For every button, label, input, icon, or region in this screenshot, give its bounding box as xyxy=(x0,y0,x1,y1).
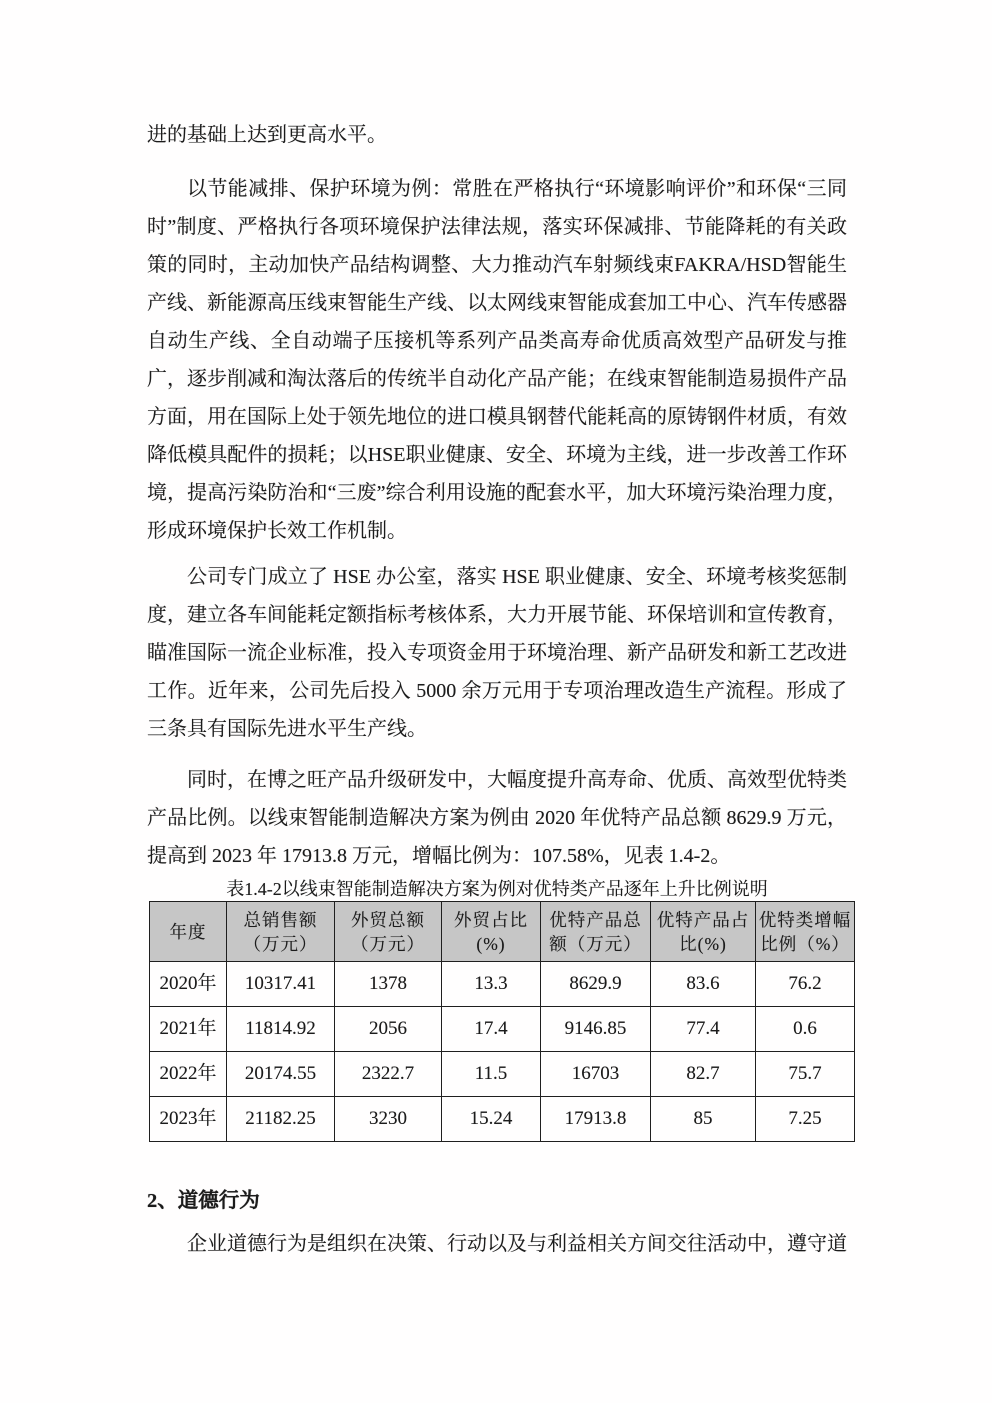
table-row-2022 xyxy=(150,1052,855,1097)
cell-foreign-trade-total: 3230 xyxy=(335,1097,442,1142)
paragraph-product-upgrade: 同时，在博之旺产品升级研发中，大幅度提升高寿命、优质、高效型优特类产品比例。以线束智能制造解决方案为例由 2020 年优特产品总额 8629.9 万元，提高到 2023 年 17913.8 万元，增幅比例为：107.58%，见表 1.4-2。 xyxy=(147,769,847,867)
cell-premium-growth: 75.7 xyxy=(756,1052,855,1097)
cell-premium-growth: 7.25 xyxy=(756,1097,855,1142)
header-line: 外贸占比 xyxy=(454,909,528,930)
cell-premium-total: 17913.8 xyxy=(541,1097,651,1142)
cell-year: 2023年 xyxy=(150,1097,227,1142)
header-line: 外贸总额 xyxy=(351,909,425,930)
paragraph-hse-office: 公司专门成立了 HSE 办公室，落实 HSE 职业健康、安全、环境考核奖惩制度，建立各车间能耗定额指标考核体系，大力开展节能、环保培训和宣传教育，瞄准国际一流企业标准，投入专项资金用于环境治理、新产品研发和新工艺改进工作。近年来，公司先后投入 5000 余万元用于专项治理改造生产流程。形成了三条具有国际先进水平生产线。 xyxy=(147,566,847,740)
cell-premium-growth: 0.6 xyxy=(756,1007,855,1052)
cell-premium-ratio: 82.7 xyxy=(651,1052,756,1097)
cell-premium-total: 16703 xyxy=(541,1052,651,1097)
header-line: (%) xyxy=(476,933,506,954)
cell-year: 2020年 xyxy=(150,962,227,1007)
table-header-row xyxy=(150,902,855,962)
header-line: 总销售额 xyxy=(243,909,318,930)
cell-premium-ratio: 77.4 xyxy=(651,1007,756,1052)
header-foreign-trade-total xyxy=(335,902,442,962)
table-caption: 表1.4-2以线束智能制造解决方案为例对优特类产品逐年上升比例说明 xyxy=(226,879,768,899)
cell-total-sales: 11814.92 xyxy=(227,1007,335,1052)
cell-year: 2021年 xyxy=(150,1007,227,1052)
header-total-sales xyxy=(227,902,335,962)
table-row-2021 xyxy=(150,1007,855,1052)
header-year xyxy=(150,902,227,962)
cell-foreign-trade-total: 2322.7 xyxy=(335,1052,442,1097)
cell-premium-total: 8629.9 xyxy=(541,962,651,1007)
table-row-2020 xyxy=(150,962,855,1007)
header-line: （万元） xyxy=(351,933,425,954)
paragraph-ethics: 企业道德行为是组织在决策、行动以及与利益相关方间交往活动中，遵守道 xyxy=(187,1233,847,1255)
cell-premium-growth: 76.2 xyxy=(756,962,855,1007)
cell-total-sales: 10317.41 xyxy=(227,962,335,1007)
header-foreign-trade-ratio xyxy=(442,902,541,962)
cell-total-sales: 20174.55 xyxy=(227,1052,335,1097)
paragraph-continuation: 进的基础上达到更高水平。 xyxy=(147,124,387,146)
cell-foreign-trade-total: 2056 xyxy=(335,1007,442,1052)
paragraph-energy-saving: 以节能减排、保护环境为例：常胜在严格执行“环境影响评价”和环保“三同时”制度、严格执行各项环境保护法律法规，落实环保减排、节能降耗的有关政策的同时，主动加快产品结构调整、大力推动汽车射频线束FAKRA/HSD智能生产线、新能源高压线束智能生产线、以太网线束智能成套加工中心、汽车传感器自动生产线、全自动端子压接机等系列产品类高寿命优质高效型产品研发与推广，逐步削减和淘汰落后的传统半自动化产品产能；在线束智能制造易损件产品方面，用在国际上处于领先地位的进口模具钢替代能耗高的原铸钢件材质，有效降低模具配件的损耗；以HSE职业健康、安全、环境为主线，进一步改善工作环境，提高污染防治和“三废”综合利用设施的配套水平，加大环境污染治理力度，形成环境保护长效工作机制。 xyxy=(147,178,847,542)
product-ratio-table xyxy=(149,901,855,1142)
header-premium-ratio xyxy=(651,902,756,962)
header-line: 优特产品占 xyxy=(656,909,750,930)
cell-foreign-trade-ratio: 11.5 xyxy=(442,1052,541,1097)
section-heading-ethics: 2、道德行为 xyxy=(147,1190,260,1212)
cell-foreign-trade-total: 1378 xyxy=(335,962,442,1007)
header-line: 优特类增幅 xyxy=(758,909,852,930)
cell-premium-ratio: 83.6 xyxy=(651,962,756,1007)
cell-premium-ratio: 85 xyxy=(651,1097,756,1142)
header-premium-total xyxy=(541,902,651,962)
cell-foreign-trade-ratio: 17.4 xyxy=(442,1007,541,1052)
header-line: 比例（%） xyxy=(760,933,850,954)
header-line: 比(%) xyxy=(679,933,727,954)
cell-foreign-trade-ratio: 15.24 xyxy=(442,1097,541,1142)
page-content xyxy=(147,116,852,1263)
cell-foreign-trade-ratio: 13.3 xyxy=(442,962,541,1007)
header-line: 年度 xyxy=(169,921,207,942)
header-line: （万元） xyxy=(243,933,318,954)
cell-premium-total: 9146.85 xyxy=(541,1007,651,1052)
cell-year: 2022年 xyxy=(150,1052,227,1097)
cell-total-sales: 21182.25 xyxy=(227,1097,335,1142)
header-line: 优特产品总 xyxy=(549,909,642,930)
header-line: 额（万元） xyxy=(549,933,642,954)
table-row-2023 xyxy=(150,1097,855,1142)
header-premium-growth xyxy=(756,902,855,962)
